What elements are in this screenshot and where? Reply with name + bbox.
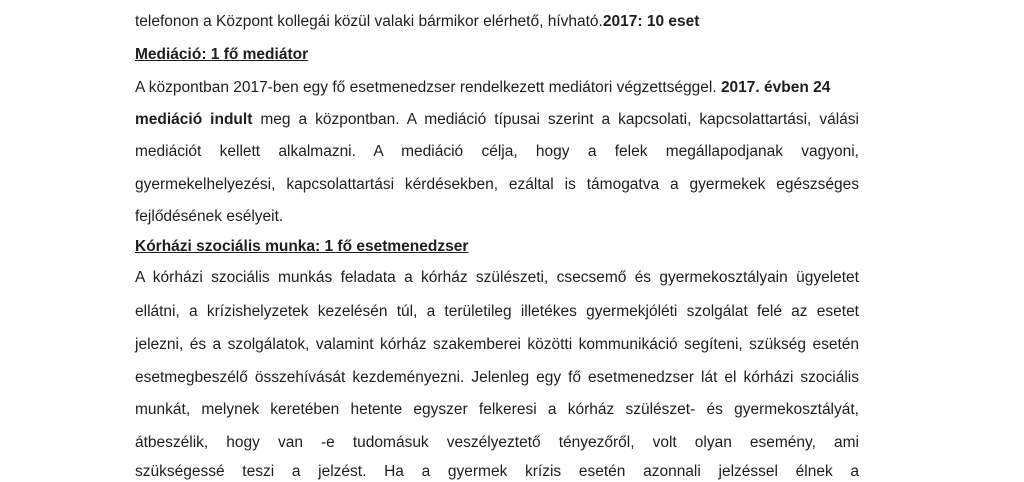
bold-text: mediáció indult [135,111,253,128]
bold-count: 2017: 10 eset [602,13,700,30]
paragraph-line: átbeszélik, hogy van -e tudomásuk veszélyeztető tényezőről, volt olyan esemény, ami [135,434,859,451]
paragraph-line: mediációt kellett alkalmazni. A mediáció célja, hogy a felek megállapodjanak vagyoni, [135,143,859,160]
paragraph-line-cut-off: szükségessé teszi a jelzést. Ha a gyermek krízis esetén azonnali jelzéssel élnek a [135,463,859,480]
paragraph-line [135,12,699,32]
paragraph-line [135,110,859,130]
body-text: meg a központban. A mediáció típusai szerint a kapcsolati, kapcsolattartási, válási [252,111,859,128]
section-heading-mediation: Mediáció: 1 fő mediátor [135,46,309,63]
body-text: telefonon a Központ kollegái közül valaki bármikor elérhető, hívható. [135,13,603,30]
paragraph-line: esetmegbeszélő összehívását kezdeményezni. Jelenleg egy fő esetmenedzser lát el kórházi szociális [135,369,859,386]
paragraph-line: munkát, melynek keretében hetente egyszer felkeresi a kórház szülészet- és gyermekosztályát, [135,401,859,418]
body-text: A központban 2017-ben egy fő esetmenedzser rendelkezett mediátori végzettséggel. [135,79,721,96]
paragraph-line: fejlődésének esélyeit. [135,208,284,225]
bold-text: 2017. évben 24 [720,79,831,96]
paragraph-line: gyermekelhelyezési, kapcsolattartási kérdésekben, ezáltal is támogatva a gyermekek egészséges [135,176,859,193]
paragraph-line: A kórházi szociális munkás feladata a kórház szülészeti, csecsemő és gyermekosztályain ügyeletet [135,269,859,286]
paragraph-line [135,78,830,98]
paragraph-line: ellátni, a krízishelyzetek kezelésén túl, a területileg illetékes gyermekjóléti szolgálat felé az esetet [135,303,859,320]
paragraph-line: jelezni, és a szolgálatok, valamint kórház szakemberei közötti kommunikáció segíteni, szükség esetén [135,336,859,353]
section-heading-hospital-social-work: Kórházi szociális munka: 1 fő esetmenedzser [135,238,469,255]
